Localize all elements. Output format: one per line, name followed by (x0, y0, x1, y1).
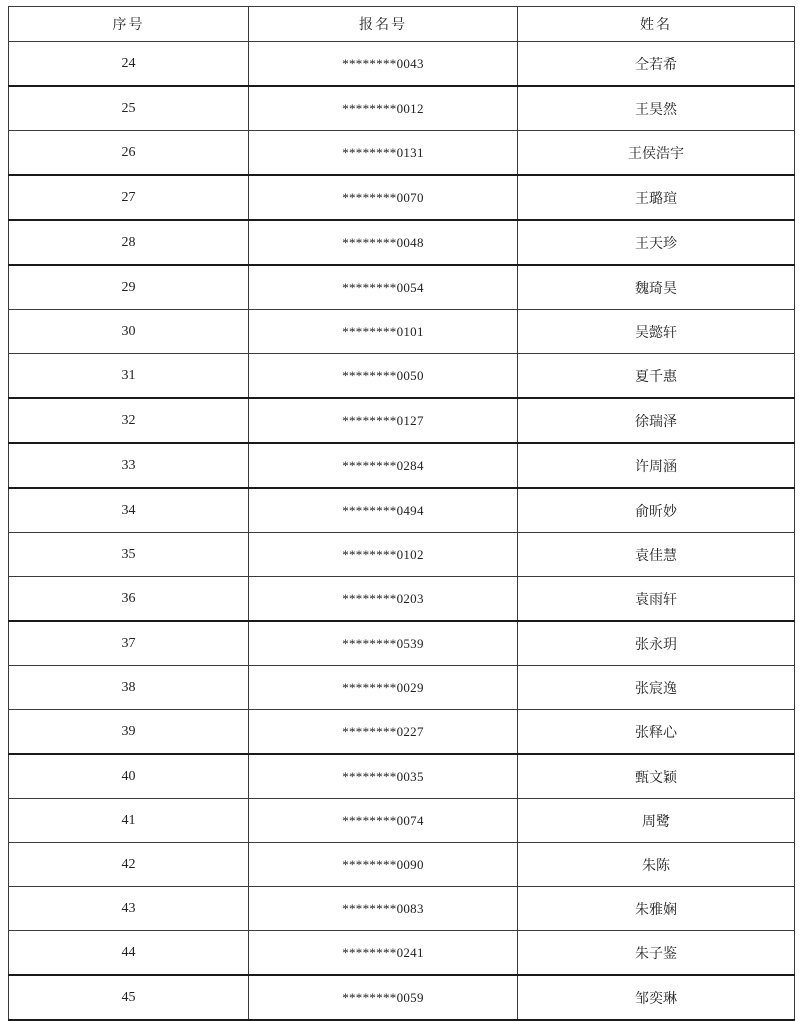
seq-cell: 24 (9, 42, 249, 87)
seq-cell: 34 (9, 488, 249, 533)
seq-cell: 32 (9, 398, 249, 443)
name-cell: 王侯浩宇 (518, 131, 795, 176)
regno-cell: ********0048 (249, 220, 518, 265)
seq-cell: 43 (9, 887, 249, 931)
name-cell: 王昊然 (518, 86, 795, 131)
name-cell: 许周涵 (518, 443, 795, 488)
regno-cell: ********0494 (249, 488, 518, 533)
seq-cell: 33 (9, 443, 249, 488)
name-cell: 朱子鉴 (518, 931, 795, 976)
regno-cell: ********0101 (249, 310, 518, 354)
name-cell: 仝若希 (518, 42, 795, 87)
regno-cell: ********0539 (249, 621, 518, 666)
table-row (9, 577, 795, 622)
regno-cell: ********0050 (249, 354, 518, 399)
regno-cell: ********0012 (249, 86, 518, 131)
table-row (9, 131, 795, 176)
name-cell: 徐瑞泽 (518, 398, 795, 443)
regno-cell: ********0131 (249, 131, 518, 176)
regno-cell: ********0127 (249, 398, 518, 443)
seq-cell: 28 (9, 220, 249, 265)
name-cell: 夏千惠 (518, 354, 795, 399)
regno-cell: ********0070 (249, 175, 518, 220)
regno-cell: ********0029 (249, 666, 518, 710)
name-cell: 朱陈 (518, 843, 795, 887)
seq-cell: 26 (9, 131, 249, 176)
name-cell: 张永玥 (518, 621, 795, 666)
name-cell: 王璐瑄 (518, 175, 795, 220)
name-cell: 周鹭 (518, 799, 795, 843)
table-row (9, 666, 795, 710)
regno-cell: ********0043 (249, 42, 518, 87)
seq-cell: 30 (9, 310, 249, 354)
table-row (9, 931, 795, 976)
header-name: 姓名 (518, 7, 795, 42)
table-row (9, 354, 795, 399)
name-cell: 朱雅娴 (518, 887, 795, 931)
seq-cell: 29 (9, 265, 249, 310)
seq-cell: 31 (9, 354, 249, 399)
seq-cell: 39 (9, 710, 249, 755)
roster-sheet (8, 6, 794, 1021)
table-row (9, 887, 795, 931)
name-cell: 张释心 (518, 710, 795, 755)
name-cell: 邹奕琳 (518, 975, 795, 1020)
table-row (9, 799, 795, 843)
name-cell: 魏琦昊 (518, 265, 795, 310)
table-row (9, 621, 795, 666)
regno-cell: ********0102 (249, 533, 518, 577)
header-seq: 序号 (9, 7, 249, 42)
table-row (9, 710, 795, 755)
table-row (9, 843, 795, 887)
table-row (9, 310, 795, 354)
table-row (9, 265, 795, 310)
seq-cell: 40 (9, 754, 249, 799)
name-cell: 张宸逸 (518, 666, 795, 710)
regno-cell: ********0203 (249, 577, 518, 622)
seq-cell: 36 (9, 577, 249, 622)
table-row (9, 533, 795, 577)
seq-cell: 42 (9, 843, 249, 887)
seq-cell: 25 (9, 86, 249, 131)
name-cell: 王天珍 (518, 220, 795, 265)
table-row (9, 443, 795, 488)
name-cell: 袁佳慧 (518, 533, 795, 577)
seq-cell: 37 (9, 621, 249, 666)
table-row (9, 754, 795, 799)
regno-cell: ********0090 (249, 843, 518, 887)
regno-cell: ********0241 (249, 931, 518, 976)
regno-cell: ********0054 (249, 265, 518, 310)
table-row (9, 975, 795, 1020)
seq-cell: 38 (9, 666, 249, 710)
name-cell: 袁雨轩 (518, 577, 795, 622)
regno-cell: ********0074 (249, 799, 518, 843)
header-regno: 报名号 (249, 7, 518, 42)
regno-cell: ********0059 (249, 975, 518, 1020)
table-row (9, 175, 795, 220)
name-cell: 吴懿轩 (518, 310, 795, 354)
table-row (9, 488, 795, 533)
name-cell: 俞昕妙 (518, 488, 795, 533)
regno-cell: ********0035 (249, 754, 518, 799)
name-cell: 甄文颖 (518, 754, 795, 799)
table-row (9, 42, 795, 87)
table-row (9, 86, 795, 131)
regno-cell: ********0227 (249, 710, 518, 755)
seq-cell: 44 (9, 931, 249, 976)
roster-table (8, 6, 795, 1021)
table-row (9, 220, 795, 265)
regno-cell: ********0083 (249, 887, 518, 931)
seq-cell: 27 (9, 175, 249, 220)
header-row (9, 7, 795, 42)
seq-cell: 35 (9, 533, 249, 577)
regno-cell: ********0284 (249, 443, 518, 488)
table-row (9, 398, 795, 443)
seq-cell: 41 (9, 799, 249, 843)
seq-cell: 45 (9, 975, 249, 1020)
